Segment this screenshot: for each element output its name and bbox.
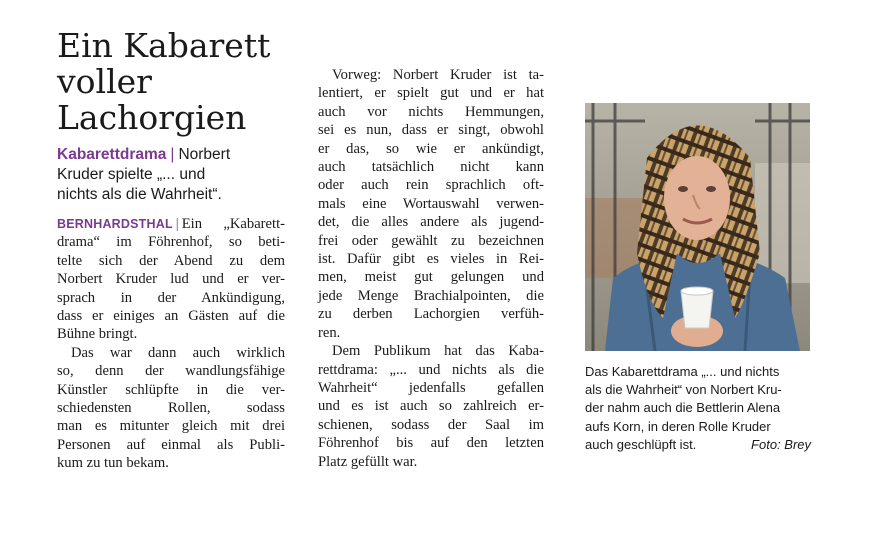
- text-line: auch tatsächlich nicht kann: [318, 159, 544, 176]
- article-paragraph: [57, 215, 285, 344]
- text-line: Föhrenhof bis auf den letzten: [318, 435, 544, 452]
- text-line: man es mitunter gleich mit drei: [57, 418, 285, 435]
- caption-line: Das Kabarettdrama „... und nichts: [585, 364, 780, 379]
- text-line: ist. Dafür gibt es vieles in Rei-: [318, 251, 544, 268]
- text-line: mals eine Wortauswahl verwen-: [318, 195, 544, 212]
- text-line: drama“ im Föhrenhof, so beti-: [57, 234, 285, 251]
- text-line: Platz gefüllt war.: [318, 453, 418, 470]
- text-line: Künstler schlüpfte in die ver-: [57, 381, 285, 398]
- text-line: Personen auf einmal als Publi-: [57, 436, 285, 453]
- text-line: sei es nun, dass er singt, obwohl: [318, 122, 544, 139]
- headline: [57, 28, 287, 136]
- text-line: frei oder gewählt zu bezeichnen: [318, 232, 544, 249]
- text-line: Bühne bringt.: [57, 326, 138, 343]
- headline-line: Ein Kabarett: [57, 26, 271, 65]
- text-line: telte sich der Abend zu dem: [57, 252, 285, 269]
- text-line: schienen, sodass der Saal im: [318, 416, 544, 433]
- article-column-2: [318, 66, 544, 471]
- text-line: det, die alles andere als jugend-: [318, 214, 544, 231]
- text-line: ren.: [318, 324, 341, 341]
- caption-line: auch geschlüpft ist.: [585, 436, 697, 452]
- caption-line: der nahm auch die Bettlerin Alena: [585, 400, 781, 416]
- article-paragraph: [318, 342, 544, 471]
- text-line: oder auch rein sprachlich oft-: [318, 177, 544, 194]
- text-line: Ein „Kabarett-: [181, 216, 285, 232]
- text-line: dass er einiges an Gästen auf die: [57, 308, 285, 325]
- text-line: schiedensten Rollen, sodass: [57, 400, 285, 417]
- headline-line: voller: [57, 62, 152, 101]
- text-line: jede Menge Brachialpointen, die: [318, 287, 544, 304]
- text-line: kum zu tun bekam.: [57, 455, 169, 472]
- photo-caption: [585, 363, 811, 454]
- photo-credit: Foto: Brey: [751, 436, 811, 452]
- text-line: so, denn der wandlungsfähige: [57, 363, 285, 380]
- text-line: sprach in der Ankündigung,: [57, 289, 285, 306]
- text-line: Norbert Kruder lud und er ver-: [57, 271, 285, 288]
- subhead-separator: |: [170, 146, 175, 163]
- article-column-1: [57, 215, 285, 473]
- caption-line: als die Wahrheit“ von Norbert Kru-: [585, 382, 782, 398]
- caption-line: aufs Korn, in deren Rolle Kruder: [585, 418, 771, 434]
- photo-illustration: [585, 103, 810, 351]
- dateline: BERNHARDSTHAL: [57, 217, 173, 231]
- text-line: Wahrheit“ jedenfalls gefallen: [318, 379, 544, 396]
- subhead-text: Norbert: [178, 146, 231, 163]
- subheadline: [57, 145, 287, 205]
- article-paragraph: [318, 66, 544, 342]
- subhead-text: Kruder spielte „... und: [57, 166, 206, 183]
- subhead-kicker: Kabarettdrama: [57, 146, 167, 163]
- article-photo: [585, 103, 810, 351]
- text-line: lentiert, er spielt gut und er hat: [318, 85, 544, 102]
- text-line: Das war dann auch wirklich: [71, 344, 285, 361]
- subhead-text: nichts als die Wahrheit“.: [57, 186, 222, 203]
- text-line: zu derben Lachorgien verfüh-: [318, 306, 544, 323]
- dateline-separator: |: [175, 216, 179, 232]
- article-paragraph: [57, 344, 285, 473]
- headline-line: Lachorgien: [57, 98, 247, 137]
- text-line: und es ist auch so zahlreich er-: [318, 398, 544, 415]
- text-line: rettdrama: „... und nichts als die: [318, 361, 544, 378]
- text-line: Vorweg: Norbert Kruder ist ta-: [332, 67, 544, 83]
- text-line: men, meist gut gelungen und: [318, 269, 544, 286]
- text-line: Dem Publikum hat das Kaba-: [332, 343, 544, 360]
- text-line: auch vor nichts Hemmungen,: [318, 103, 544, 120]
- text-line: er das, so wie er ankündigt,: [318, 140, 544, 157]
